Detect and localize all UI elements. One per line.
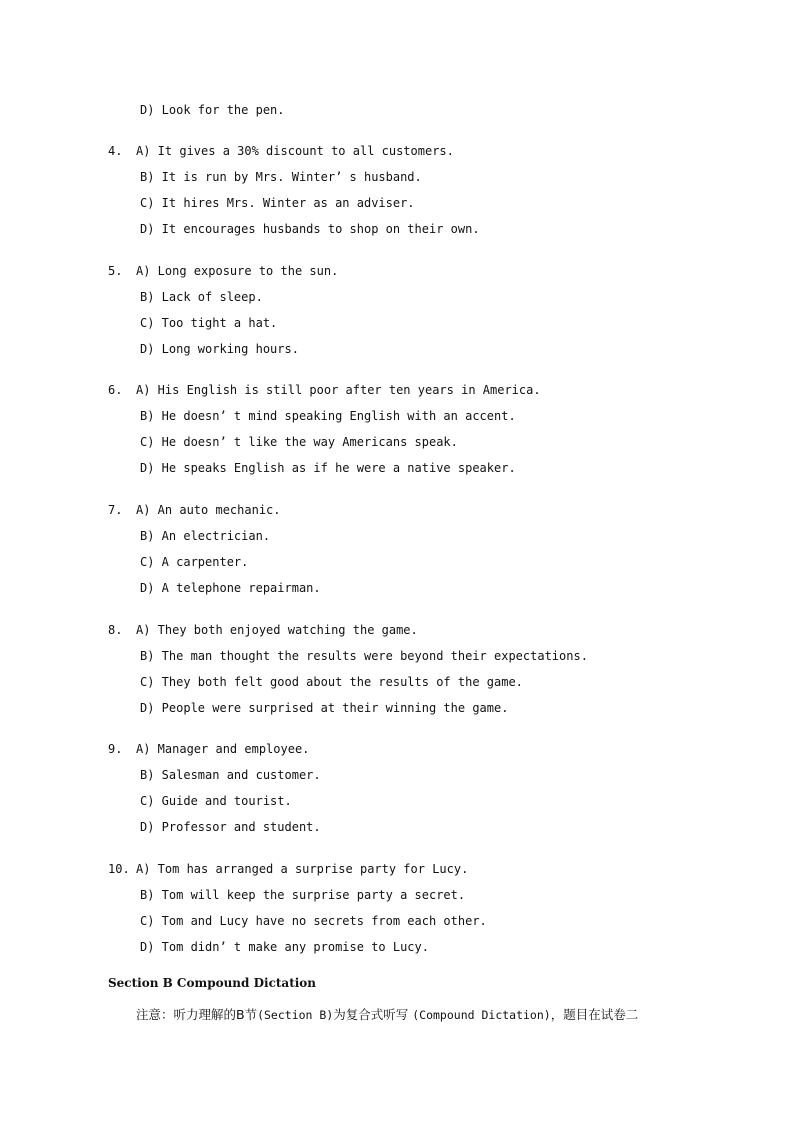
q10-option-d: D) Tom didn’ t make any promise to Lucy. (140, 940, 429, 954)
q4-option-a: A) It gives a 30% discount to all customers. (136, 144, 454, 158)
q4-option-b: B) It is run by Mrs. Winter’ s husband. (140, 170, 422, 184)
q4-number: 4. (108, 144, 123, 158)
q8-option-b: B) The man thought the results were beyond their expectations. (140, 649, 588, 663)
q6-option-a: A) His English is still poor after ten years in America. (136, 383, 541, 397)
q6-option-b: B) He doesn’ t mind speaking English with an accent. (140, 409, 516, 423)
q10-option-c: C) Tom and Lucy have no secrets from each other. (140, 914, 487, 928)
q10-option-a: A) Tom has arranged a surprise party for Lucy. (136, 862, 469, 876)
q9-number: 9. (108, 742, 123, 756)
section-b-note (136, 1005, 638, 1023)
q6-number: 6. (108, 383, 123, 397)
note-section: (Section B) (257, 1008, 334, 1022)
q4-option-d: D) It encourages husbands to shop on their own. (140, 222, 480, 236)
note-middle: 为复合式听写 (333, 1007, 413, 1022)
q7-option-c: C) A carpenter. (140, 555, 249, 569)
q5-option-b: B) Lack of sleep. (140, 290, 263, 304)
q9-option-d: D) Professor and student. (140, 820, 321, 834)
q3-option-d: D) Look for the pen. (140, 103, 285, 117)
q8-option-a: A) They both enjoyed watching the game. (136, 623, 418, 637)
q7-option-b: B) An electrician. (140, 529, 271, 543)
note-compound: (Compound Dictation) (412, 1008, 551, 1022)
q9-option-a: A) Manager and employee. (136, 742, 310, 756)
q10-option-b: B) Tom will keep the surprise party a secret. (140, 888, 466, 902)
q9-option-c: C) Guide and tourist. (140, 794, 292, 808)
note-suffix: ，题目在试卷二 (550, 1007, 639, 1022)
q8-number: 8. (108, 623, 123, 637)
q10-number: 10. (108, 862, 130, 876)
q5-number: 5. (108, 264, 123, 278)
section-b-heading: Section B Compound Dictation (108, 976, 317, 990)
q9-option-b: B) Salesman and customer. (140, 768, 321, 782)
q5-option-d: D) Long working hours. (140, 342, 299, 356)
q4-option-c: C) It hires Mrs. Winter as an adviser. (140, 196, 415, 210)
q7-option-a: A) An auto mechanic. (136, 503, 281, 517)
q6-option-d: D) He speaks English as if he were a native speaker. (140, 461, 516, 475)
q8-option-c: C) They both felt good about the results of the game. (140, 675, 523, 689)
note-prefix: 注意：听力理解的B节 (136, 1007, 258, 1022)
q5-option-a: A) Long exposure to the sun. (136, 264, 339, 278)
q5-option-c: C) Too tight a hat. (140, 316, 278, 330)
q6-option-c: C) He doesn’ t like the way Americans speak. (140, 435, 458, 449)
q7-number: 7. (108, 503, 123, 517)
q8-option-d: D) People were surprised at their winning the game. (140, 701, 509, 715)
q7-option-d: D) A telephone repairman. (140, 581, 321, 595)
